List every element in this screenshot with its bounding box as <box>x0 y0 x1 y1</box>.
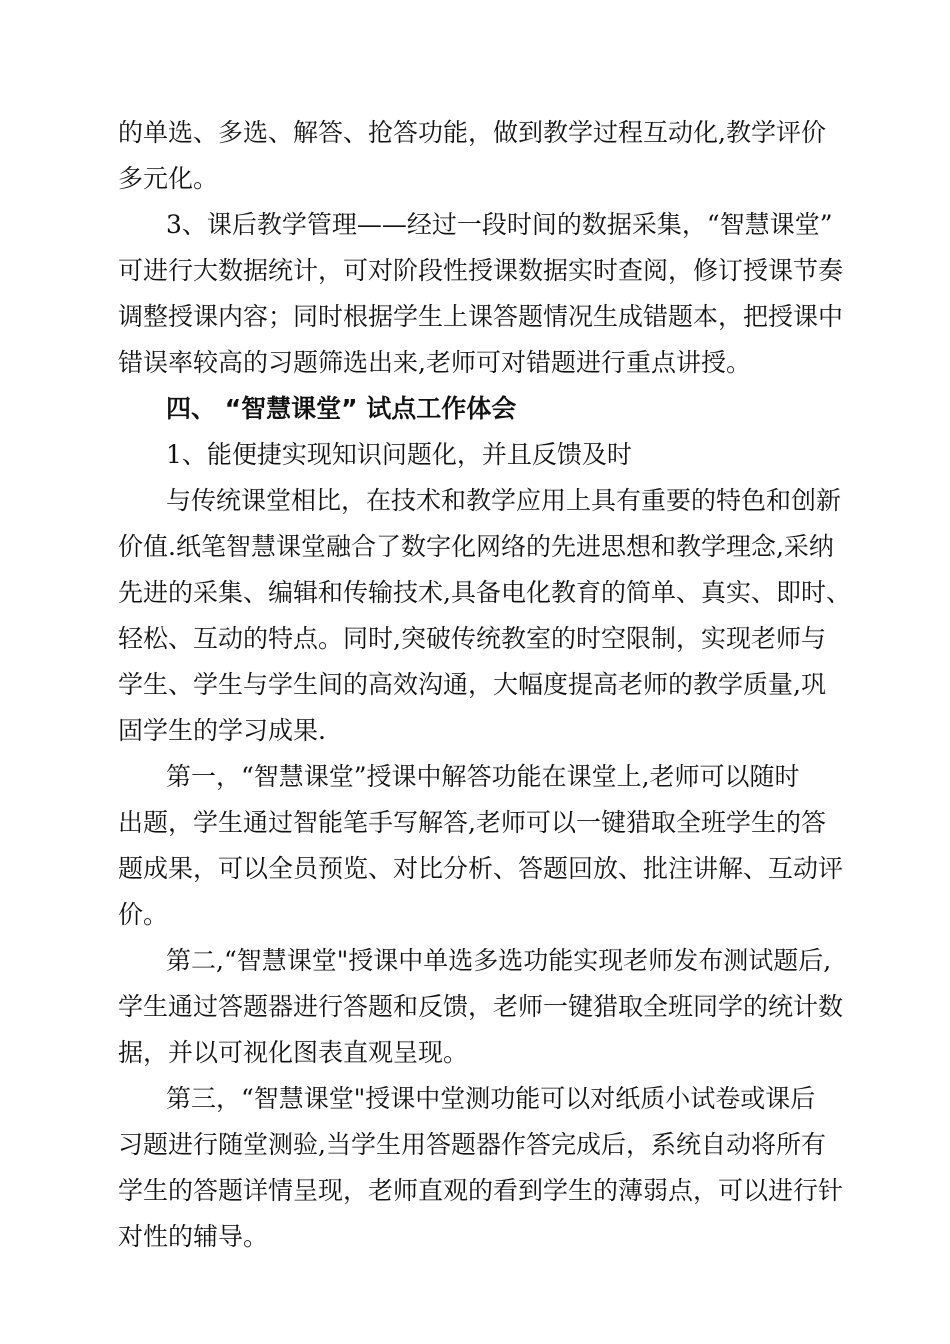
text-line: 第三，“智慧课堂"授课中堂测功能可以对纸质小试卷或课后 <box>166 1084 816 1113</box>
text-line: 调整授课内容；同时根据学生上课答题情况生成错题本，把授课中 <box>118 302 844 331</box>
text-line: 学生、学生与学生间的高效沟通，大幅度提高老师的教学质量,巩 <box>118 670 826 699</box>
section-heading: 四、 “智慧课堂” 试点工作体会 <box>166 394 517 423</box>
text-line: 题成果，可以全员预览、对比分析、答题回放、批注讲解、互动评 <box>118 854 844 883</box>
text-line: 学生的答题详情呈现，老师直观的看到学生的薄弱点，可以进行针 <box>118 1176 844 1205</box>
text-line: 第一，“智慧课堂”授课中解答功能在课堂上,老师可以随时 <box>166 762 800 791</box>
text-line: 与传统课堂相比，在技术和教学应用上具有重要的特色和创新 <box>166 486 842 515</box>
text-line: 错误率较高的习题筛选出来,老师可对错题进行重点讲授。 <box>118 348 751 377</box>
text-line: 出题，学生通过智能笔手写解答,老师可以一键猎取全班学生的答 <box>118 808 826 837</box>
text-line: 对性的辅导。 <box>118 1222 269 1251</box>
text-line: 固学生的学习成果. <box>118 716 326 745</box>
text-line: 的单选、多选、解答、抢答功能，做到教学过程互动化,教学评价 <box>118 118 826 147</box>
text-line: 据，并以可视化图表直观呈现。 <box>118 1038 469 1067</box>
text-line: 可进行大数据统计，可对阶段性授课数据实时查阅，修订授课节奏 <box>118 256 844 285</box>
text-line: 学生通过答题器进行答题和反馈，老师一键猎取全班同学的统计数 <box>118 992 844 1021</box>
text-line: 习题进行随堂测验,当学生用答题器作答完成后，系统自动将所有 <box>118 1130 826 1159</box>
text-line: 轻松、互动的特点。同时,突破传统教室的时空限制，实现老师与 <box>118 624 826 653</box>
text-line: 价值.纸笔智慧课堂融合了数字化网络的先进思想和教学理念,采纳 <box>118 532 834 561</box>
text-line: 先进的采集、编辑和传输技术,具备电化教育的简单、真实、即时、 <box>118 578 851 607</box>
text-line: 价。 <box>118 900 169 929</box>
text-line: 1、能便捷实现知识问题化，并且反馈及时 <box>166 440 632 469</box>
text-line: 第二,“智慧课堂"授课中单选多选功能实现老师发布测试题后, <box>166 946 832 975</box>
text-line: 3、课后教学管理——经过一段时间的数据采集，“智慧课堂” <box>166 210 833 239</box>
text-line: 多元化。 <box>118 164 219 193</box>
